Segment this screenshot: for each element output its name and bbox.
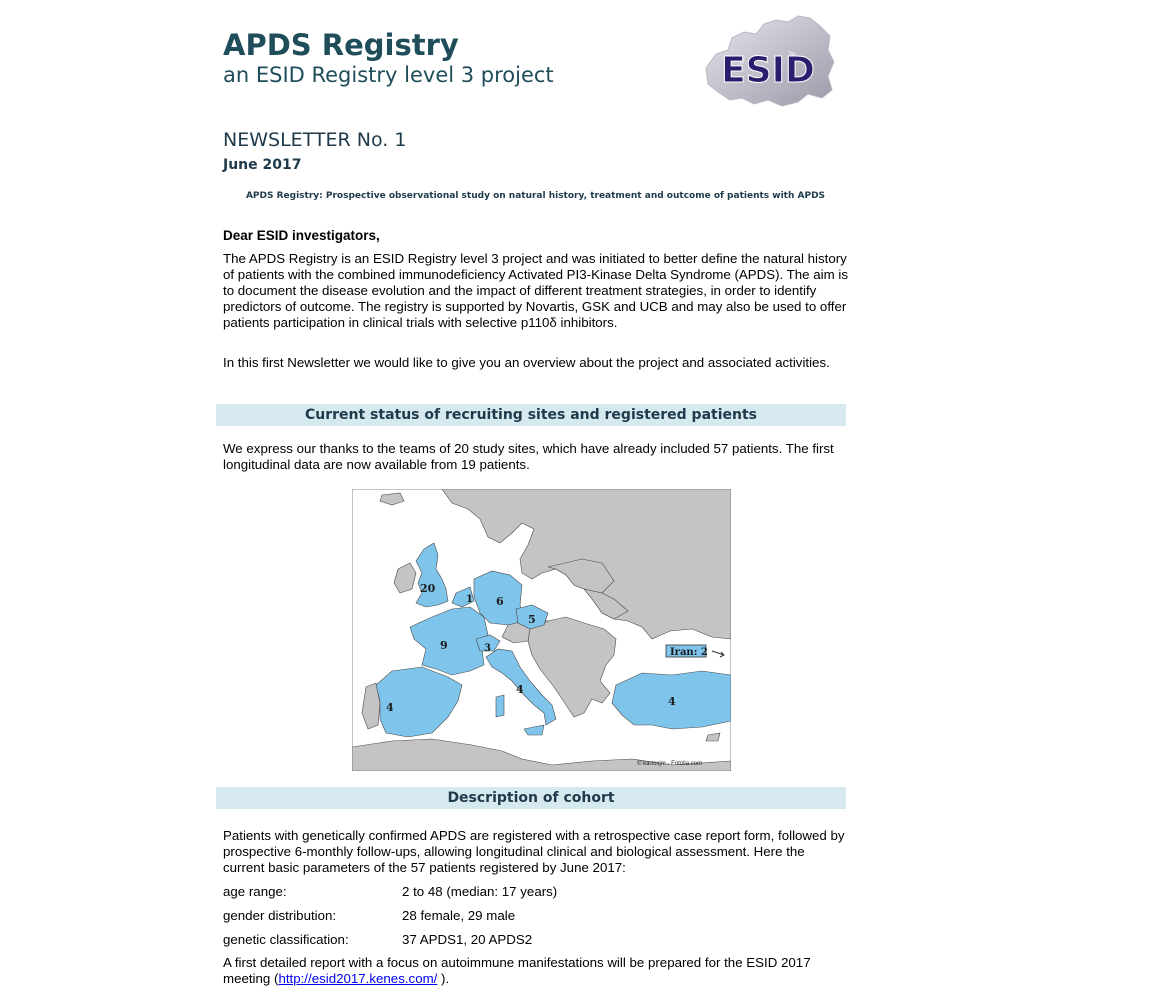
- report-text: A first detailed report with a focus on autoimmune manifestations will be prepared for the ESID 2017 meeting (: [223, 955, 811, 986]
- map-label-uk: 20: [420, 582, 436, 595]
- map-label-spain: 4: [386, 701, 394, 714]
- section-heading-recruiting: Current status of recruiting sites and registered patients: [216, 404, 846, 426]
- recruiting-text: We express our thanks to the teams of 20 study sites, which have already included 57 patients. The first longitudinal data are now available from 19 patients.: [223, 441, 834, 472]
- param-value-gender: 28 female, 29 male: [402, 908, 516, 923]
- registry-title: APDS Registry: [223, 28, 459, 62]
- report-end: ).: [437, 971, 450, 986]
- study-title: APDS Registry: Prospective observational study on natural history, treatment and outcome of patients with APDS: [245, 191, 826, 201]
- cohort-text: Patients with genetically confirmed APDS are registered with a retrospective case report form, followed by prospective 6-monthly follow-ups, allowing longitudinal clinical and biological assessment. Here the current basic parameters of the 57 patients registered by June 2017:: [223, 828, 845, 875]
- europe-map: [352, 489, 731, 771]
- esid-logo: [698, 10, 838, 110]
- map-label-germany: 6: [496, 595, 504, 608]
- param-value-age: 2 to 48 (median: 17 years): [402, 884, 558, 899]
- map-label-turkey: 4: [668, 695, 676, 708]
- intro-paragraph: The APDS Registry is an ESID Registry level 3 project and was initiated to better define the natural history of patients with the combined immunodeficiency Activated PI3-Kinase Delta Syndrome (APDS). The aim is to document the disease evolution and the impact of different treatment strategies, in order to identify predictors of outcome. The registry is supported by Novartis, GSK and UCB and may also be used to offer patients participation in clinical trials with selective p110δ inhibitors.: [223, 251, 848, 330]
- map-label-switzerland: 3: [484, 643, 491, 654]
- logo-text: ESID: [721, 50, 815, 91]
- map-label-italy: 4: [516, 683, 524, 696]
- map-label-czechia: 5: [528, 613, 536, 626]
- map-label-france: 9: [440, 639, 448, 652]
- report-paragraph: [223, 955, 848, 987]
- registry-subtitle: an ESID Registry level 3 project: [223, 63, 554, 87]
- newsletter-number: NEWSLETTER No. 1: [223, 129, 407, 151]
- section-heading-cohort: Description of cohort: [216, 787, 846, 809]
- greeting: Dear ESID investigators,: [223, 228, 380, 243]
- map-credit: © kartoxjm - Fotolia.com: [637, 761, 703, 767]
- newsletter-date: June 2017: [223, 157, 302, 173]
- param-label-age: age range:: [223, 884, 287, 899]
- param-value-genetic: 37 APDS1, 20 APDS2: [402, 932, 533, 947]
- param-label-genetic: genetic classification:: [223, 932, 349, 947]
- esid2017-link[interactable]: http://esid2017.kenes.com/: [278, 971, 438, 986]
- map-label-iran: Iran: 2: [670, 647, 708, 658]
- intro-paragraph-2: In this first Newsletter we would like to give you an overview about the project and associated activities.: [223, 355, 830, 370]
- param-label-gender: gender distribution:: [223, 908, 337, 923]
- map-label-netherlands: 1: [466, 594, 473, 605]
- sardinia-region: [496, 695, 504, 717]
